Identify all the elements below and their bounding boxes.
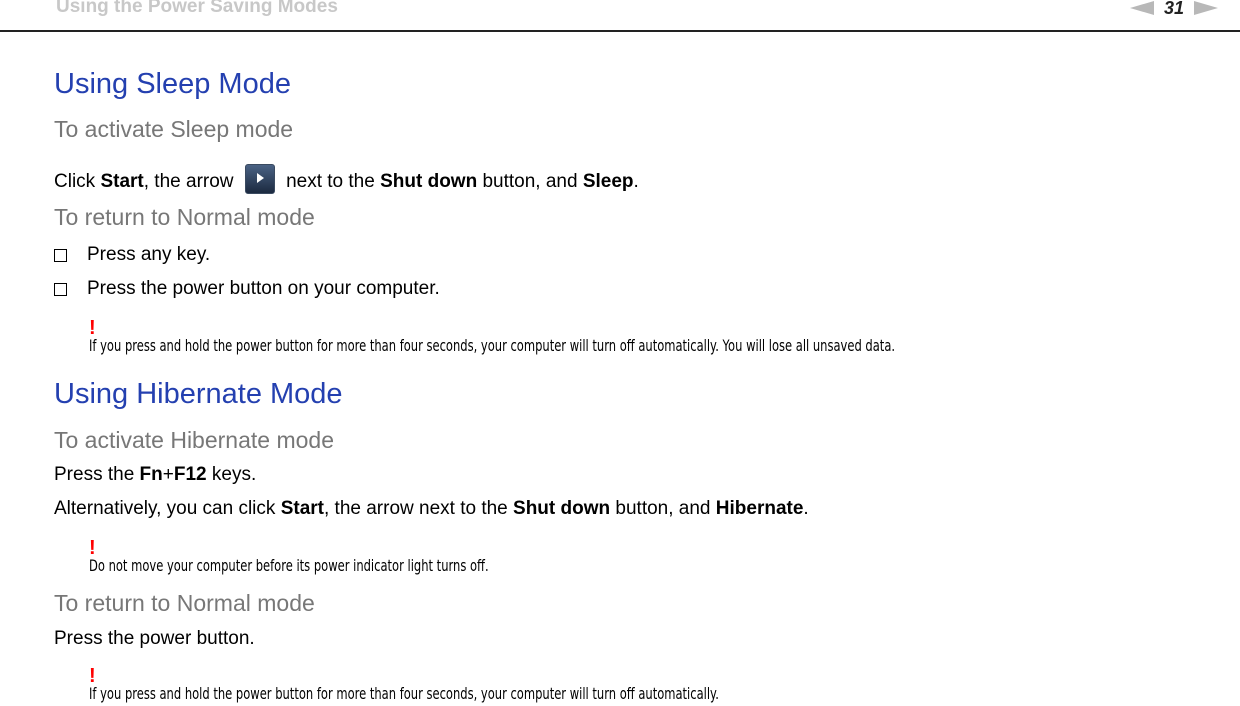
- note-text: If you press and hold the power button for more than four seconds, your computer will turn off automatically.: [89, 684, 719, 703]
- page-navigation: [1130, 0, 1218, 22]
- press-keys-instructions: Press the Fn+F12 keys.: [54, 464, 257, 485]
- subheading-activate-sleep: To activate Sleep mode: [54, 116, 294, 142]
- subheading-return-normal: To return to Normal mode: [54, 204, 315, 230]
- page-number: 31: [1163, 0, 1184, 18]
- warning-mark: !: [89, 665, 96, 687]
- checkbox-bullet-icon: [54, 283, 67, 296]
- checkbox-bullet-icon: [54, 249, 67, 262]
- previous-page-icon[interactable]: [1130, 1, 1154, 15]
- section-heading-sleep: Using Sleep Mode: [54, 68, 291, 100]
- list-item: Press any key.: [54, 244, 210, 266]
- subheading-activate-hibernate: To activate Hibernate mode: [54, 427, 334, 453]
- subheading-return-normal-hibernate: To return to Normal mode: [54, 590, 315, 616]
- alternative-instructions: Alternatively, you can click Start, the arrow next to the Shut down button, and Hibernate.: [54, 498, 809, 519]
- header-divider: [0, 30, 1240, 32]
- activate-sleep-instructions: Click Start, the arrow next to the Shut down button, and Sleep.: [54, 170, 639, 194]
- warning-mark: !: [89, 317, 96, 339]
- warning-mark: !: [89, 537, 96, 559]
- running-header: Using the Power Saving Modes: [56, 0, 338, 17]
- next-page-icon[interactable]: [1194, 1, 1218, 15]
- return-instructions: Press the power button.: [54, 628, 255, 649]
- note-text: Do not move your computer before its power indicator light turns off.: [89, 556, 489, 575]
- section-heading-hibernate: Using Hibernate Mode: [54, 378, 343, 410]
- note-text: If you press and hold the power button for more than four seconds, your computer will turn off automatically. You will lose all unsaved data.: [89, 336, 896, 355]
- shutdown-arrow-icon: [245, 164, 275, 194]
- list-item: Press the power button on your computer.: [54, 278, 440, 300]
